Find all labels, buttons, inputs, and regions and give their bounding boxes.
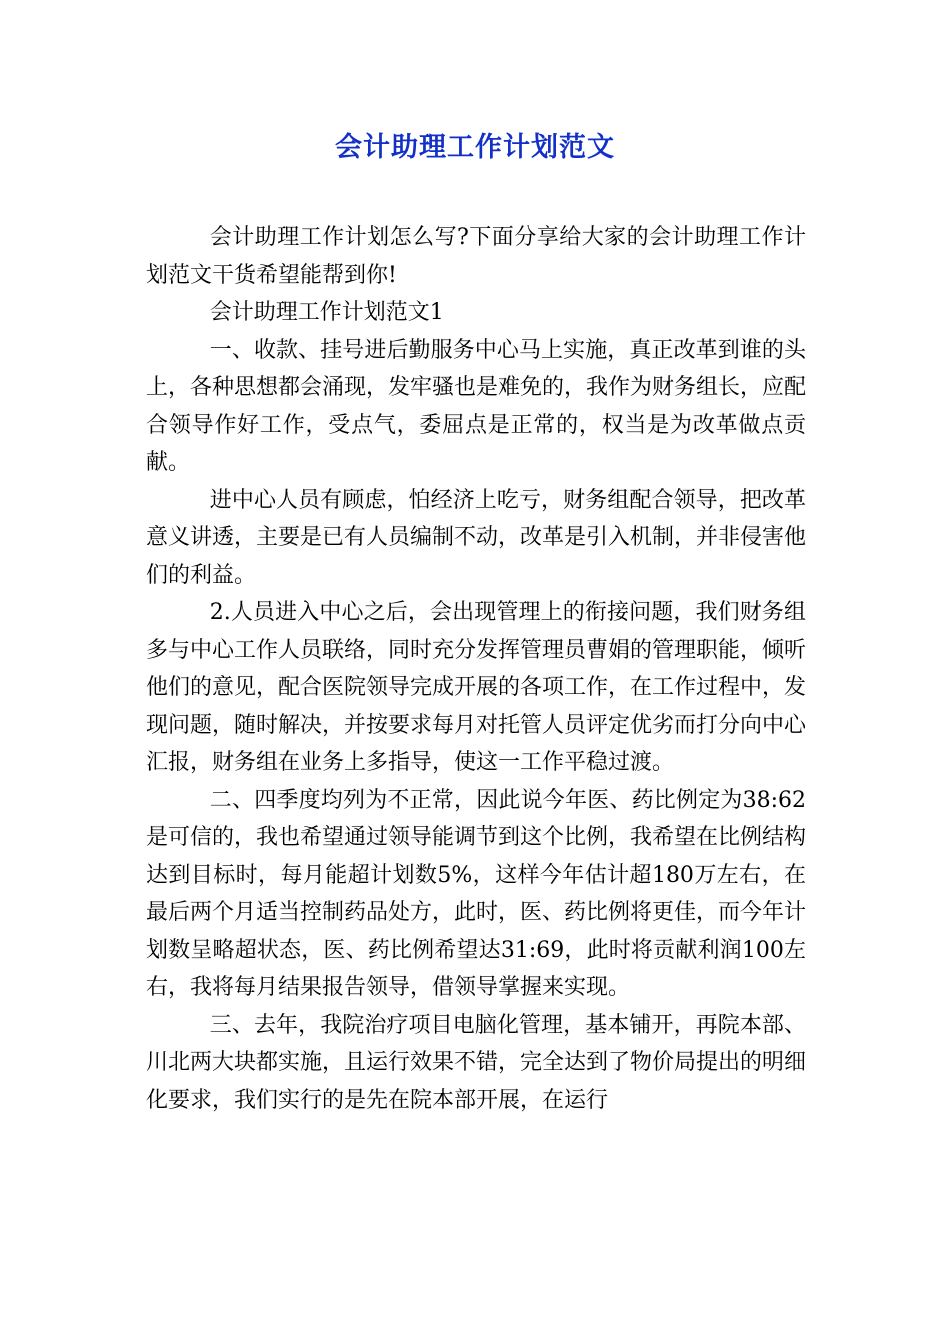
paragraph-3: 2.人员进入中心之后，会出现管理上的衔接问题，我们财务组多与中心工作人员联络，同时充分发挥管理员曹娟的管理职能，倾听他们的意见，配合医院领导完成开展的各项工作，在工作过程中，发现问题，随时解决，并按要求每月对托管人员评定优劣而打分向中心汇报，财务组在业务上多指导，使这一工作平稳过渡。 bbox=[146, 600, 807, 775]
paragraph-5: 三、去年，我院治疗项目电脑化管理，基本铺开，再院本部、川北两大块都实施，且运行效果不错，完全达到了物价局提出的明细化要求，我们实行的是先在院本部开展，在运行 bbox=[146, 1012, 807, 1113]
document-body bbox=[146, 219, 806, 1119]
paragraph-1: 一、收款、挂号进后勤服务中心马上实施，真正改革到谁的头上，各种思想都会涌现，发牢骚也是难免的，我作为财务组长，应配合领导作好工作，受点气，委屈点是正常的，权当是为改革做点贡献。 bbox=[146, 337, 807, 475]
section-heading: 会计助理工作计划范文1 bbox=[209, 300, 444, 325]
intro-paragraph: 会计助理工作计划怎么写?下面分享给大家的会计助理工作计划范文干货希望能帮到你! bbox=[146, 225, 806, 288]
paragraph-2: 进中心人员有顾虑，怕经济上吃亏，财务组配合领导，把改革意义讲透，主要是已有人员编制不动，改革是引入机制，并非侵害他们的利益。 bbox=[146, 487, 807, 588]
paragraph-4: 二、四季度均列为不正常，因此说今年医、药比例定为38:62是可信的，我也希望通过领导能调节到这个比例，我希望在比例结构达到目标时，每月能超计划数5%，这样今年估计超180万左右，在最后两个月适当控制药品处方，此时，医、药比例将更佳，而今年计划数呈略超状态，医、药比例希望达31:69，此时将贡献利润100左右，我将每月结果报告领导，借领导掌握来实现。 bbox=[146, 787, 807, 1000]
document-title: 会计助理工作计划范文 bbox=[335, 132, 615, 163]
